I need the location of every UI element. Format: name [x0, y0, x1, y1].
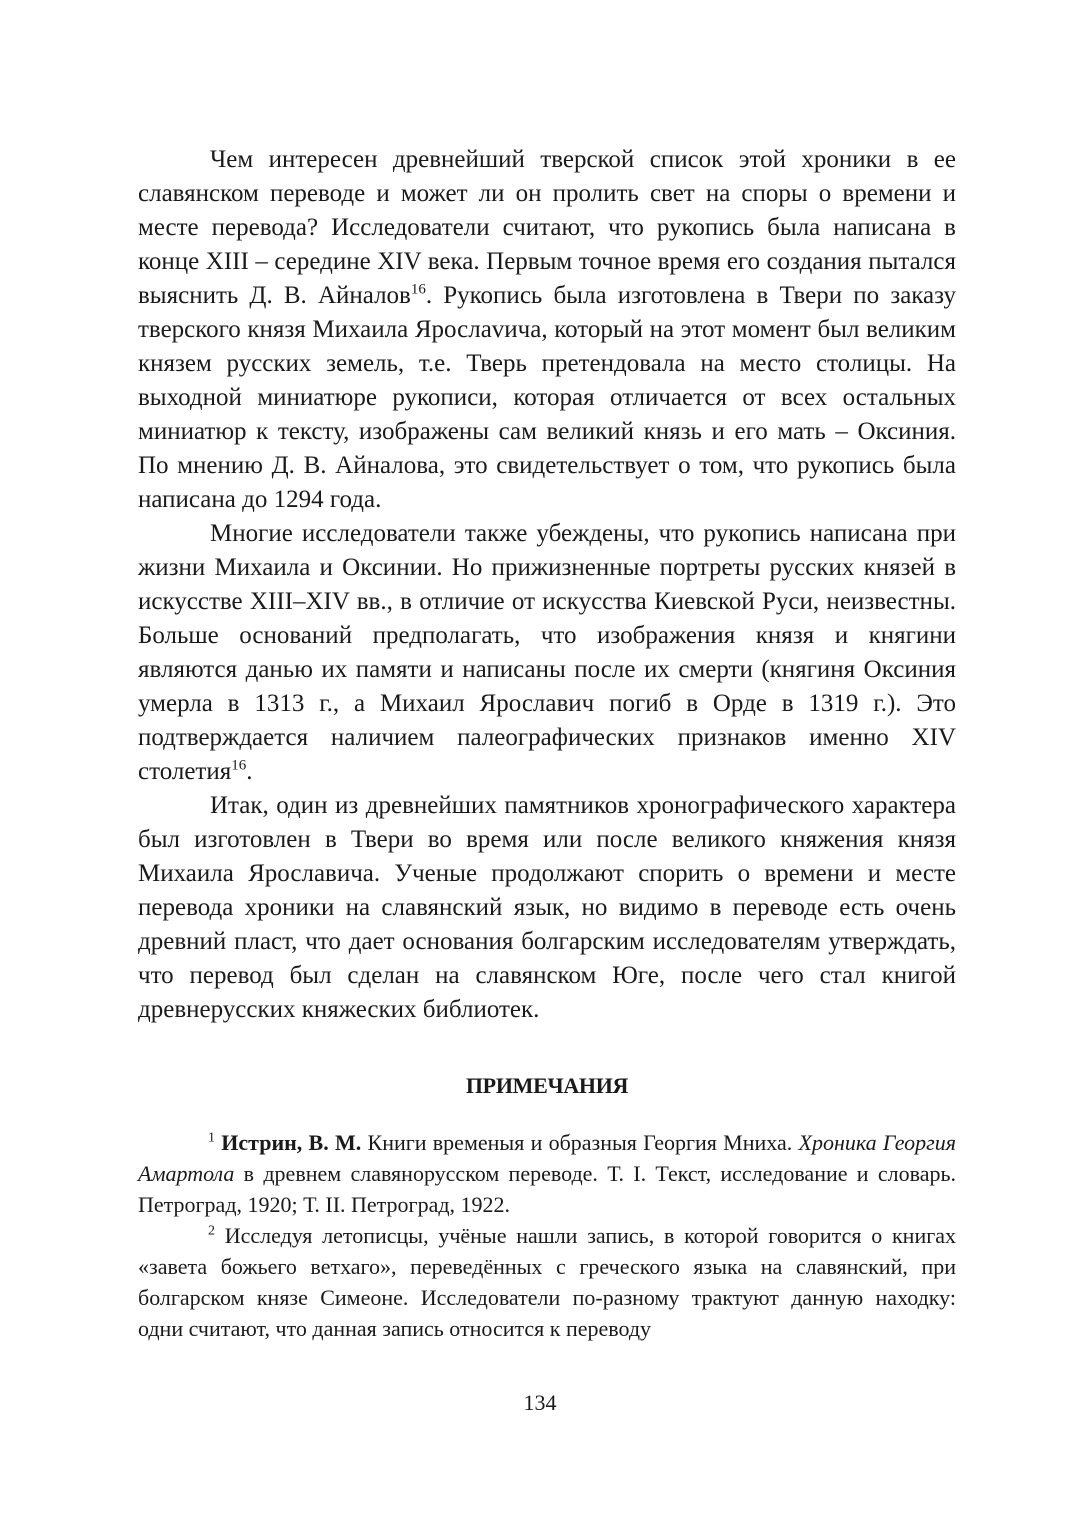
- note-2-text: Исследуя летописцы, учёные нашли запись, в которой говорится о книгах «завета божьего ветхаго», переведённых с греческого языка на славянский, при болгарском князе Симеоне. Исследователи по-разному трактуют данную находку: одни считают, что данная запись относится к переводу: [138, 1223, 956, 1341]
- page-number: 134: [523, 1390, 557, 1415]
- paragraph-1-text-a: Чем интересен древнейший тверской список этой хроники в ее славянском переводе и может ли он пролить свет на споры о времени и месте перевода? Исследователи считают, что рукопись была написана в конце XIII – середине XIV века. Первым точное время его создания пытался выяснить Д. В. Айналов: [138, 146, 956, 309]
- notes-heading: ПРИМЕЧАНИЯ: [465, 1073, 629, 1098]
- notes-list: [138, 1127, 956, 1344]
- note-1: [138, 1127, 956, 1220]
- page-content: [138, 143, 956, 1344]
- footnote-ref-16-second[interactable]: 16: [231, 757, 247, 774]
- paragraph-3: Итак, один из древнейших памятников хронографического характера был изготовлен в Твери во время или после великого княжения князя Михаила Ярославича. Ученые продолжают спорить о времени и месте перевода хроники на славянский язык, но видимо в переводе есть очень древний пласт, что дает основания болгарским исследователям утверждать, что перевод был сделан на славянском Юге, после чего стал книгой древнерусских княжеских библиотек.: [138, 792, 956, 1023]
- paragraph-1-text-b: . Рукопись была изготовлена в Твери по заказу тверского князя Михаила Ярослavича, который на этот момент был великим князем русских земель, т.е. Тверь претендовала на место столицы. На выходной миниатюре рукописи, которая отличается от всех остальных миниатюр к тексту, изображены сам великий князь и его мать – Оксиния. По мнению Д. В. Айналова, это свидетельствует о том, что рукопись была написана до 1294 года.: [138, 282, 957, 513]
- note-1-number: 1: [208, 1130, 215, 1146]
- paragraph-2: [138, 517, 956, 789]
- note-1-author: Истрин, В. М.: [221, 1130, 362, 1155]
- main-text: [138, 143, 956, 1027]
- note-2: [138, 1220, 956, 1344]
- paragraph-1: [138, 143, 956, 517]
- note-1-text-a: Книги временыя и образныя Георгия Мниха.: [361, 1130, 799, 1155]
- note-1-title: Хроника Георгия Амартола: [138, 1130, 956, 1186]
- paragraph-2-text-b: .: [246, 758, 253, 785]
- note-1-text-b: в древнем славянорусском переводе. Т. I. Текст, исследование и словарь. Петроград, 1920; Т. II. Петроград, 1922.: [138, 1161, 956, 1217]
- note-2-number: 2: [208, 1223, 215, 1239]
- paragraph-2-text-a: Многие исследователи также убеждены, что рукопись написана при жизни Михаила и Оксинии. Но прижизненные портреты русских князей в искусстве XIII–XIV вв., в отличие от искусства Киевской Руси, неизвестны. Больше оснований предполагать, что изображения князя и княгини являются данью их памяти и написаны после их смерти (княгиня Оксиния умерла в 1313 г., а Михаил Ярославич погиб в Орде в 1319 г.). Это подтверждается наличием палеографических признаков именно XIV столетия: [138, 520, 956, 785]
- footnote-ref-16[interactable]: 16: [410, 281, 426, 298]
